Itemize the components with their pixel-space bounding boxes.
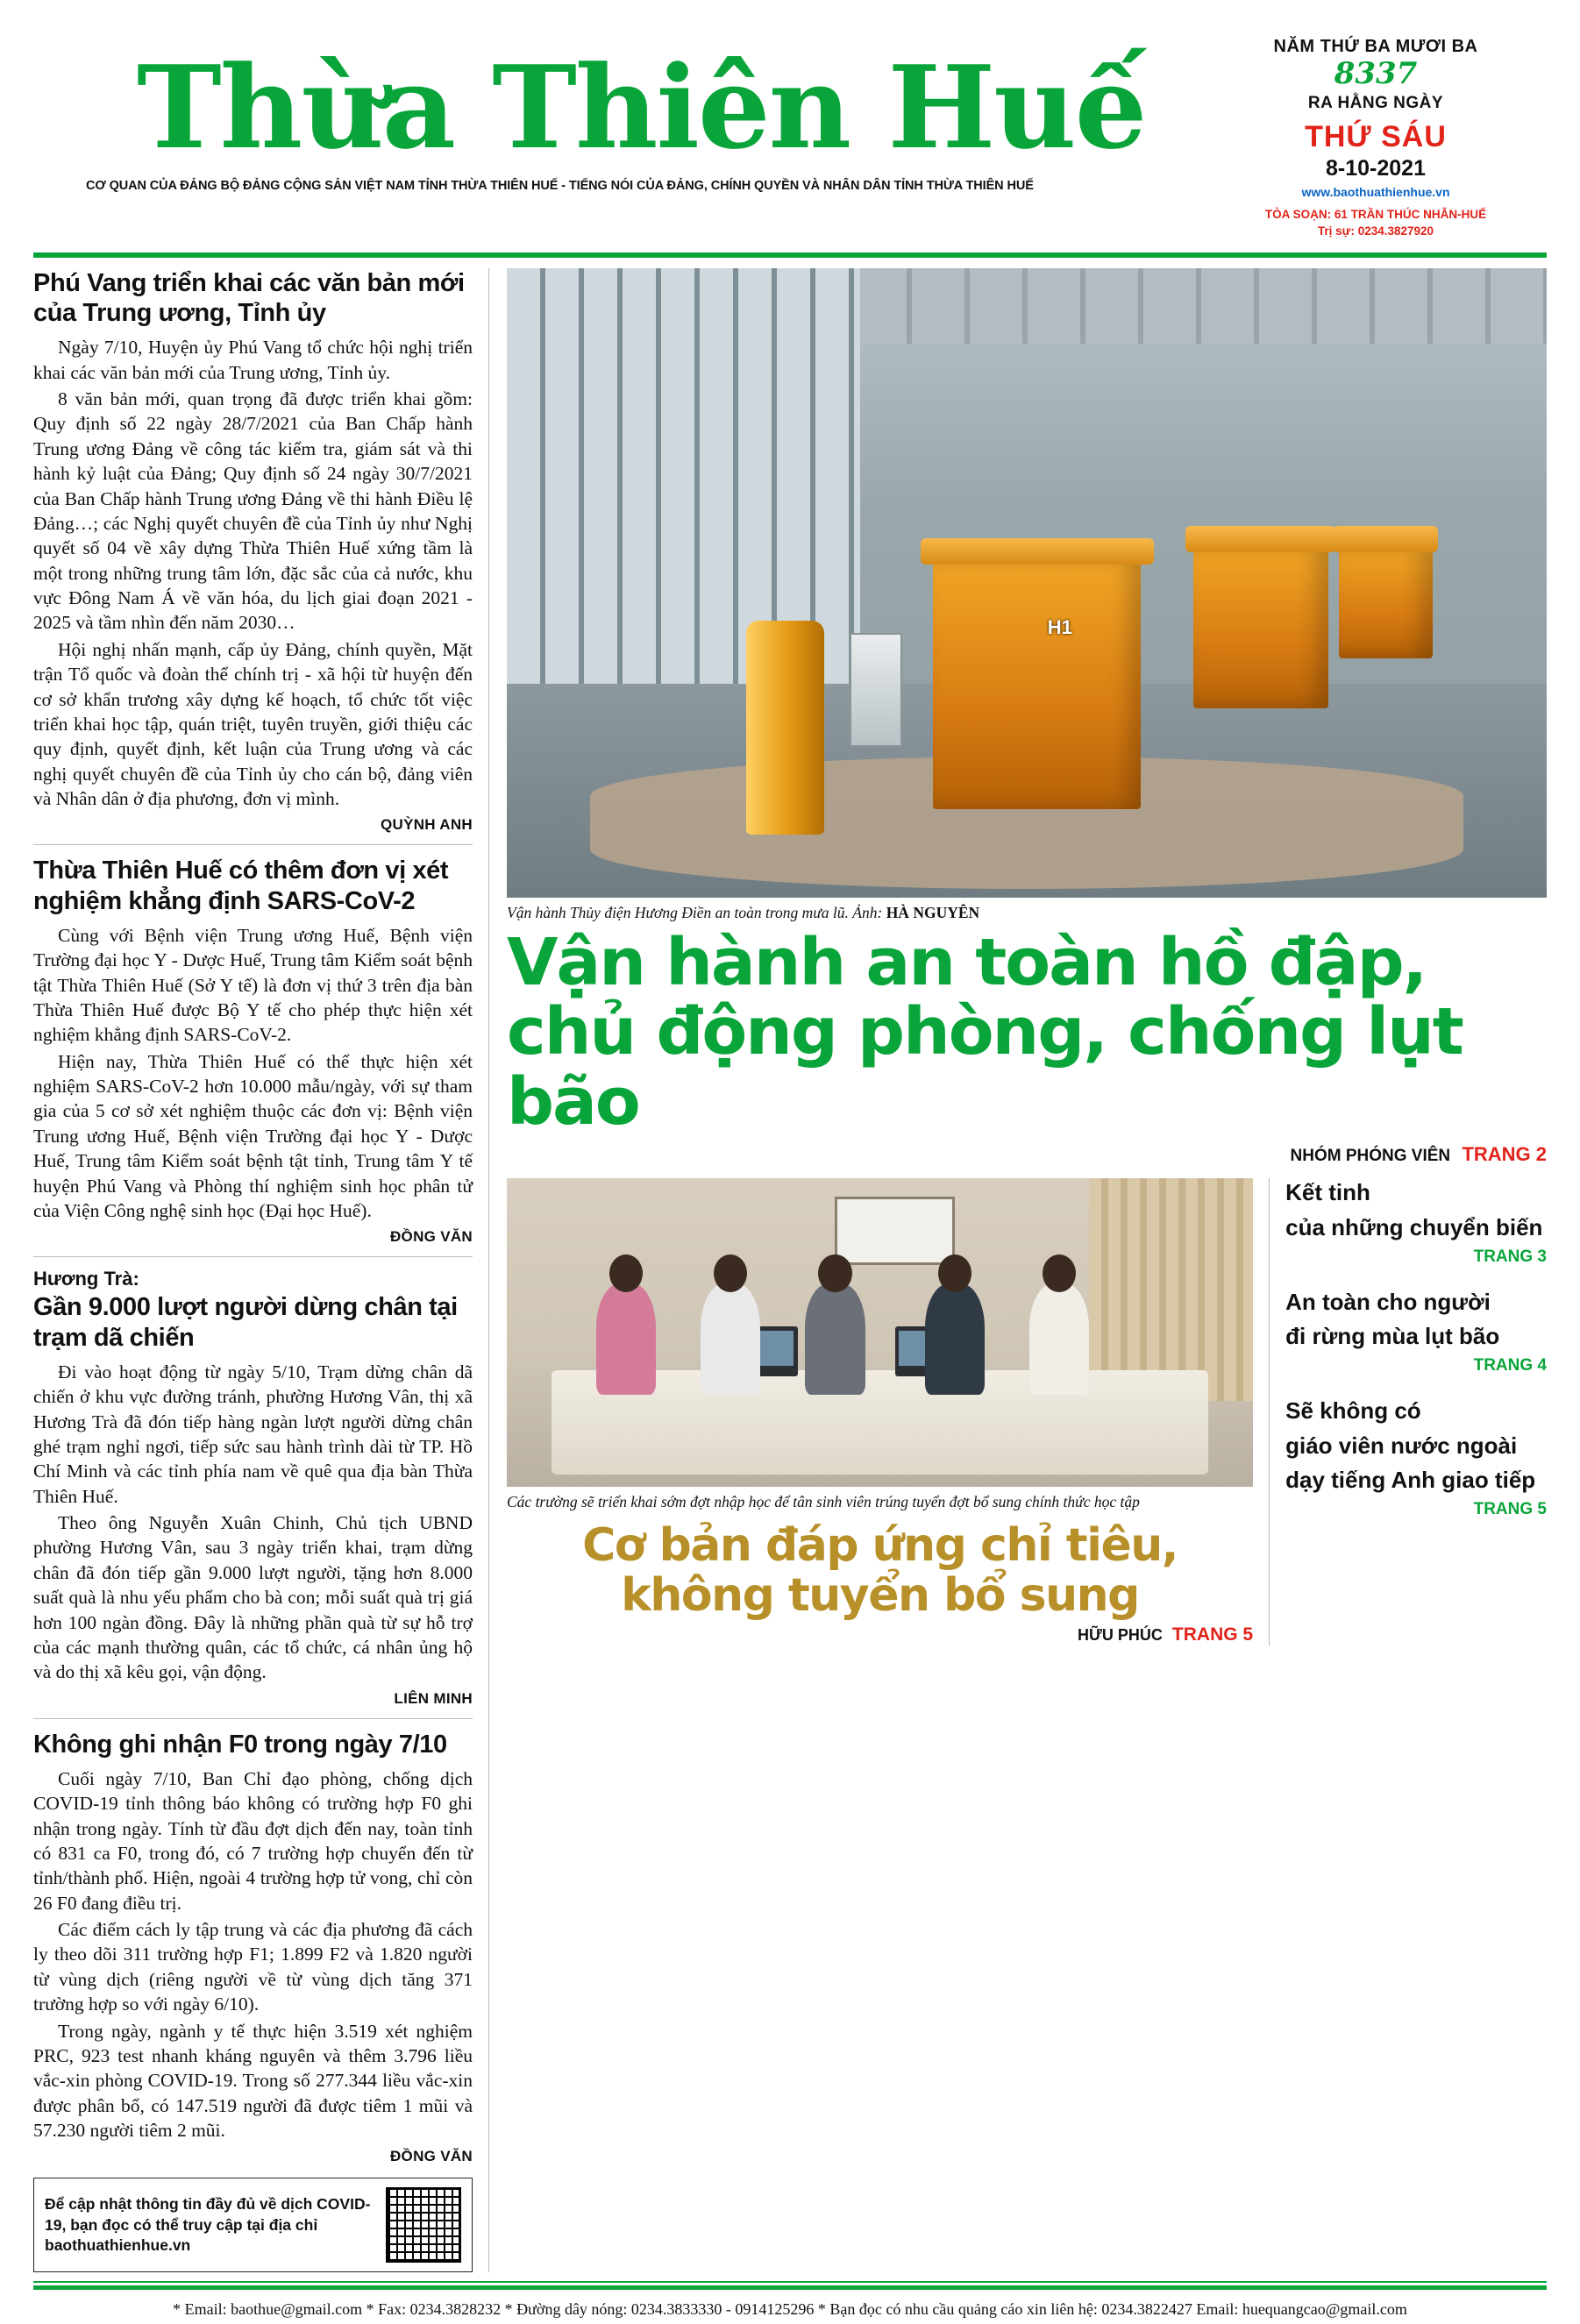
photo-turbine-second	[1193, 545, 1328, 709]
article-headline: Gần 9.000 lượt người dừng chân tại trạm dã chiến	[33, 1293, 458, 1352]
article-paragraph: Hiện nay, Thừa Thiên Huế có thể thực hiện xét nghiệm SARS-CoV-2 hơn 10.000 mẫu/ngày, với sự tham gia của 5 cơ sở xét nghiệm thuộc các đơn vị: Bệnh viện Trung ương Huế, Bệnh viện Trường đại học Y - Dược Huế, Trung tâm Kiểm soát bệnh tật tỉnh, Trung tâm Y tế huyện Phú Vang và Phòng thí nghiệm sinh học phân tử của Viện Công nghệ sinh học (Đại học Huế).	[33, 1050, 473, 1221]
promo-item-2[interactable]	[1285, 1288, 1547, 1376]
masthead-rule-thick	[33, 252, 1547, 258]
promo-line2: của những chuyển biến	[1285, 1213, 1543, 1240]
paper-subtitle: CƠ QUAN CỦA ĐẢNG BỘ ĐẢNG CỘNG SẢN VIỆT NAM TỈNH THỪA THIÊN HUẾ - TIẾNG NÓI CỦA ĐẢNG, CHÍNH QUYỀN VÀ NHÂN DÂN TỈNH THỪA THIÊN HUẾ	[86, 179, 1034, 193]
article-paragraph: Các điểm cách ly tập trung và các địa phương đã cách ly theo dõi 311 trường hợp F1; 1.899 F2 và 1.820 người từ vùng dịch (riêng người về từ vùng dịch tăng 371 trường hợp so với ngày 6/10).	[33, 1919, 473, 2015]
article-byline: LIÊN MINH	[394, 1689, 473, 1707]
second-photo-caption: Các trường sẽ triển khai sớm đợt nhập học để tân sinh viên trúng tuyển đợt bổ sung chính thức học tập	[507, 1493, 1140, 1511]
promo-line1: Kết tinh	[1285, 1179, 1370, 1206]
weekday-label: THỨ SÁU	[1305, 119, 1447, 153]
promo-line2: giáo viên nước ngoài	[1285, 1432, 1518, 1459]
photo-turbine-main	[933, 558, 1141, 809]
article-paragraph: Ngày 7/10, Huyện ủy Phú Vang tổ chức hội nghị triển khai các văn bản mới của Trung ương, Tỉnh ủy.	[33, 337, 473, 383]
photo-person	[1029, 1283, 1089, 1395]
lead-credit: NHÓM PHÓNG VIÊN	[1290, 1147, 1451, 1166]
second-credit: HỮU PHÚC	[1077, 1626, 1163, 1645]
promo-column	[1269, 1178, 1547, 1645]
photo-curtain	[1089, 1178, 1253, 1400]
footer-rule-thin	[33, 2281, 1547, 2283]
lead-headline-line2: chủ động phòng, chống lụt bão	[507, 994, 1463, 1141]
article-paragraph: Đi vào hoạt động từ ngày 5/10, Trạm dừng chân dã chiến ở khu vực đường tránh, phường Hương Vân, thị xã Hương Trà đã đón tiếp hàng ngàn lượt người dừng chân ghé trạm nghỉ ngơi, tiếp sức sau hành trình dài từ TP. Hồ Chí Minh và các tỉnh phía nam về quê qua địa bàn Thừa Thiên Huế.	[33, 1361, 473, 1507]
promo-line1: An toàn cho người	[1285, 1288, 1491, 1315]
photo-person	[596, 1283, 656, 1395]
photo-person	[925, 1283, 985, 1395]
promo-line3: dạy tiếng Anh giao tiếp	[1285, 1466, 1536, 1493]
article-byline: QUỲNH ANH	[380, 816, 473, 834]
website-link[interactable]: www.baothuathienhue.vn	[1301, 184, 1450, 199]
promo-item-1[interactable]	[1285, 1178, 1547, 1267]
masthead-left	[33, 30, 1205, 193]
lower-main-row	[507, 1178, 1547, 1645]
article-paragraph: 8 văn bản mới, quan trọng đã được triển khai gồm: Quy định số 22 ngày 28/7/2021 của Ban Chấp hành Trung ương Đảng về công tác kiểm tra, giám sát và thi hành kỷ luật của Đảng; Quy định số 24 ngày 30/7/2021 của Ban Chấp hành Trung ương Đảng về thi hành Điều lệ Đảng…; các Nghị quyết chuyên đề của Tỉnh ủy như Nghị quyết số 04 về xây dựng Thừa Thiên Huế xứng tầm là một trong những trung tâm lớn, đặc sắc của cả nước, khu vực Đông Nam Á về văn hóa, du lịch giai đoạn 2021 - 2025 và tầm nhìn đến năm 2030…	[33, 388, 473, 634]
second-headline-line1: Cơ bản đáp ứng chỉ tiêu,	[582, 1519, 1178, 1573]
second-credit-row	[507, 1624, 1253, 1645]
publication-date: 8-10-2021	[1326, 155, 1426, 181]
promo-line1: Sẽ không có	[1285, 1397, 1421, 1425]
article-byline: ĐỒNG VĂN	[389, 1228, 473, 1246]
article-phu-vang[interactable]	[33, 268, 473, 835]
photo-person	[701, 1283, 760, 1395]
office-phone: Trị sự: 0234.3827920	[1317, 224, 1434, 238]
article-paragraph: Cuối ngày 7/10, Ban Chỉ đạo phòng, chống dịch COVID-19 tỉnh thông báo không có trường hợp F0 ghi nhận trong ngày. Tính từ đầu đợt dịch đến nay, toàn tỉnh có 831 ca F0, trong đó, có 7 trường hợp chuyển đến từ tỉnh/thành phố. Hiện, ngoài 4 trường hợp tử vong, chỉ còn 26 F0 đang điều trị.	[33, 1767, 473, 1914]
article-khong-ghi-nhan-f0[interactable]	[33, 1730, 473, 2166]
page-content	[33, 268, 1547, 2273]
photo-turbine-label: H1	[1047, 616, 1072, 639]
article-headline: Không ghi nhận F0 trong ngày 7/10	[33, 1730, 447, 1759]
lead-photo-caption	[507, 903, 1547, 923]
qr-code-icon[interactable]	[386, 2187, 461, 2263]
lead-photo-hydropower-plant	[507, 268, 1547, 898]
article-paragraph: Trong ngày, ngành y tế thực hiện 3.519 xét nghiệm PRC, 923 test nhanh kháng nguyên và thêm 3.796 liều vắc-xin phòng COVID-19. Trong số 277.344 liều vắc-xin được phân bổ, có 147.519 người đã được tiêm 1 mũi và 57.230 người tiêm 2 mũi.	[33, 2020, 473, 2142]
second-headline-line2: không tuyển bổ sung	[621, 1569, 1139, 1623]
article-xet-nghiem[interactable]	[33, 856, 473, 1246]
promo-page-ref[interactable]: TRANG 3	[1473, 1247, 1547, 1266]
caption-credit: HÀ NGUYÊN	[882, 903, 980, 921]
second-story-block	[507, 1178, 1253, 1645]
promo-page-ref[interactable]: TRANG 5	[1473, 1500, 1547, 1519]
photo-whiteboard	[835, 1197, 954, 1264]
footer-contact: * Email: baothue@gmail.com * Fax: 0234.3828232 * Đường dây nóng: 0234.3833330 - 0914125296 * Bạn đọc có nhu cầu quảng cáo xin liên hệ: 0234.3822427 Email: huequangcao@gmail.com	[173, 2300, 1407, 2319]
column-divider	[33, 1718, 473, 1719]
paper-title: Thừa Thiên Huế	[137, 40, 1146, 174]
lead-headline[interactable]	[507, 924, 1568, 1141]
year-line: NĂM THỨ BA MƯƠI BA	[1273, 37, 1478, 56]
main-column	[489, 268, 1547, 2273]
covid-info-box[interactable]	[33, 2178, 473, 2272]
article-byline: ĐỒNG VĂN	[389, 2148, 473, 2165]
caption-text: Vận hành Thủy điện Hương Điền an toàn trong mưa lũ. Ảnh:	[507, 903, 883, 921]
office-address: TÒA SOẠN: 61 TRẦN THÚC NHẪN-HUẾ	[1264, 207, 1487, 221]
second-headline[interactable]	[507, 1521, 1253, 1621]
photo-control-cabinet	[850, 633, 901, 746]
article-paragraph: Cùng với Bệnh viện Trung ương Huế, Bệnh viện Trường đại học Y - Dược Huế, Trung tâm Kiểm soát bệnh tật Thừa Thiên Huế (Sở Y tế) là đơn vị thứ 3 trên địa bàn Thừa Thiên Huế được Bộ Y tế cho phép thực hiện xét nghiệm khẳng định SARS-CoV-2.	[33, 924, 473, 1046]
masthead	[33, 0, 1547, 240]
photo-tank	[746, 621, 824, 835]
promo-page-ref[interactable]: TRANG 4	[1473, 1356, 1547, 1375]
covid-info-text: Để cập nhật thông tin đầy đủ về dịch COVID-19, bạn đọc có thể truy cập tại địa chỉ baothuathienhue.vn	[45, 2195, 371, 2255]
masthead-right	[1205, 30, 1547, 240]
column-divider	[33, 1256, 473, 1257]
lead-headline-line1: Vận hành an toàn hồ đập,	[507, 924, 1427, 1000]
article-headline: Thừa Thiên Huế có thêm đơn vị xét nghiệm khẳng định SARS-CoV-2	[33, 856, 449, 915]
left-column	[33, 268, 489, 2273]
promo-item-3[interactable]	[1285, 1397, 1547, 1519]
photo-turbine-third	[1339, 545, 1433, 658]
promo-line2: đi rừng mùa lụt bão	[1285, 1323, 1500, 1350]
second-photo-university-enrollment	[507, 1178, 1253, 1487]
article-kicker: Hương Trà:	[33, 1268, 139, 1290]
lead-credit-row	[507, 1143, 1547, 1166]
photo-person	[805, 1283, 865, 1395]
column-divider	[33, 844, 473, 845]
article-huong-tra[interactable]	[33, 1268, 473, 1707]
article-paragraph: Theo ông Nguyễn Xuân Chinh, Chủ tịch UBND phường Hương Vân, sau 3 ngày triển khai, trạm dừng chân đã đón tiếp gần 9.000 lượt người, tặng hơn 8.000 suất quà là nhu yếu phẩm cho bà con; mỗi suất quà trị giá hơn 100 ngàn đồng. Đây là những phần quà từ sự hỗ trợ của các mạnh thường quân, các tổ chức, cá nhân ủng hộ và do thị xã kêu gọi, vận động.	[33, 1512, 473, 1683]
article-paragraph: Hội nghị nhấn mạnh, cấp ủy Đảng, chính quyền, Mặt trận Tổ quốc và đoàn thể chính trị - xã hội từ huyện đến cơ sở khẩn trương xây dựng kế hoạch, tổ chức tốt việc triển khai học tập, quán triệt, tuyên truyền, giới thiệu các quy định, quyết định, kết luận của Trung ương và các nghị quyết chuyên đề của Tỉnh ủy cho cán bộ, đảng viên và Nhân dân ở địa phương, đơn vị mình.	[33, 638, 473, 809]
issue-number: 8337	[1334, 56, 1418, 91]
second-page-ref[interactable]: TRANG 5	[1171, 1624, 1254, 1645]
article-headline: Phú Vang triển khai các văn bản mới của Trung ương, Tỉnh ủy	[33, 268, 465, 328]
lead-page-ref[interactable]: TRANG 2	[1462, 1143, 1547, 1166]
frequency-label: RA HẰNG NGÀY	[1307, 93, 1444, 112]
